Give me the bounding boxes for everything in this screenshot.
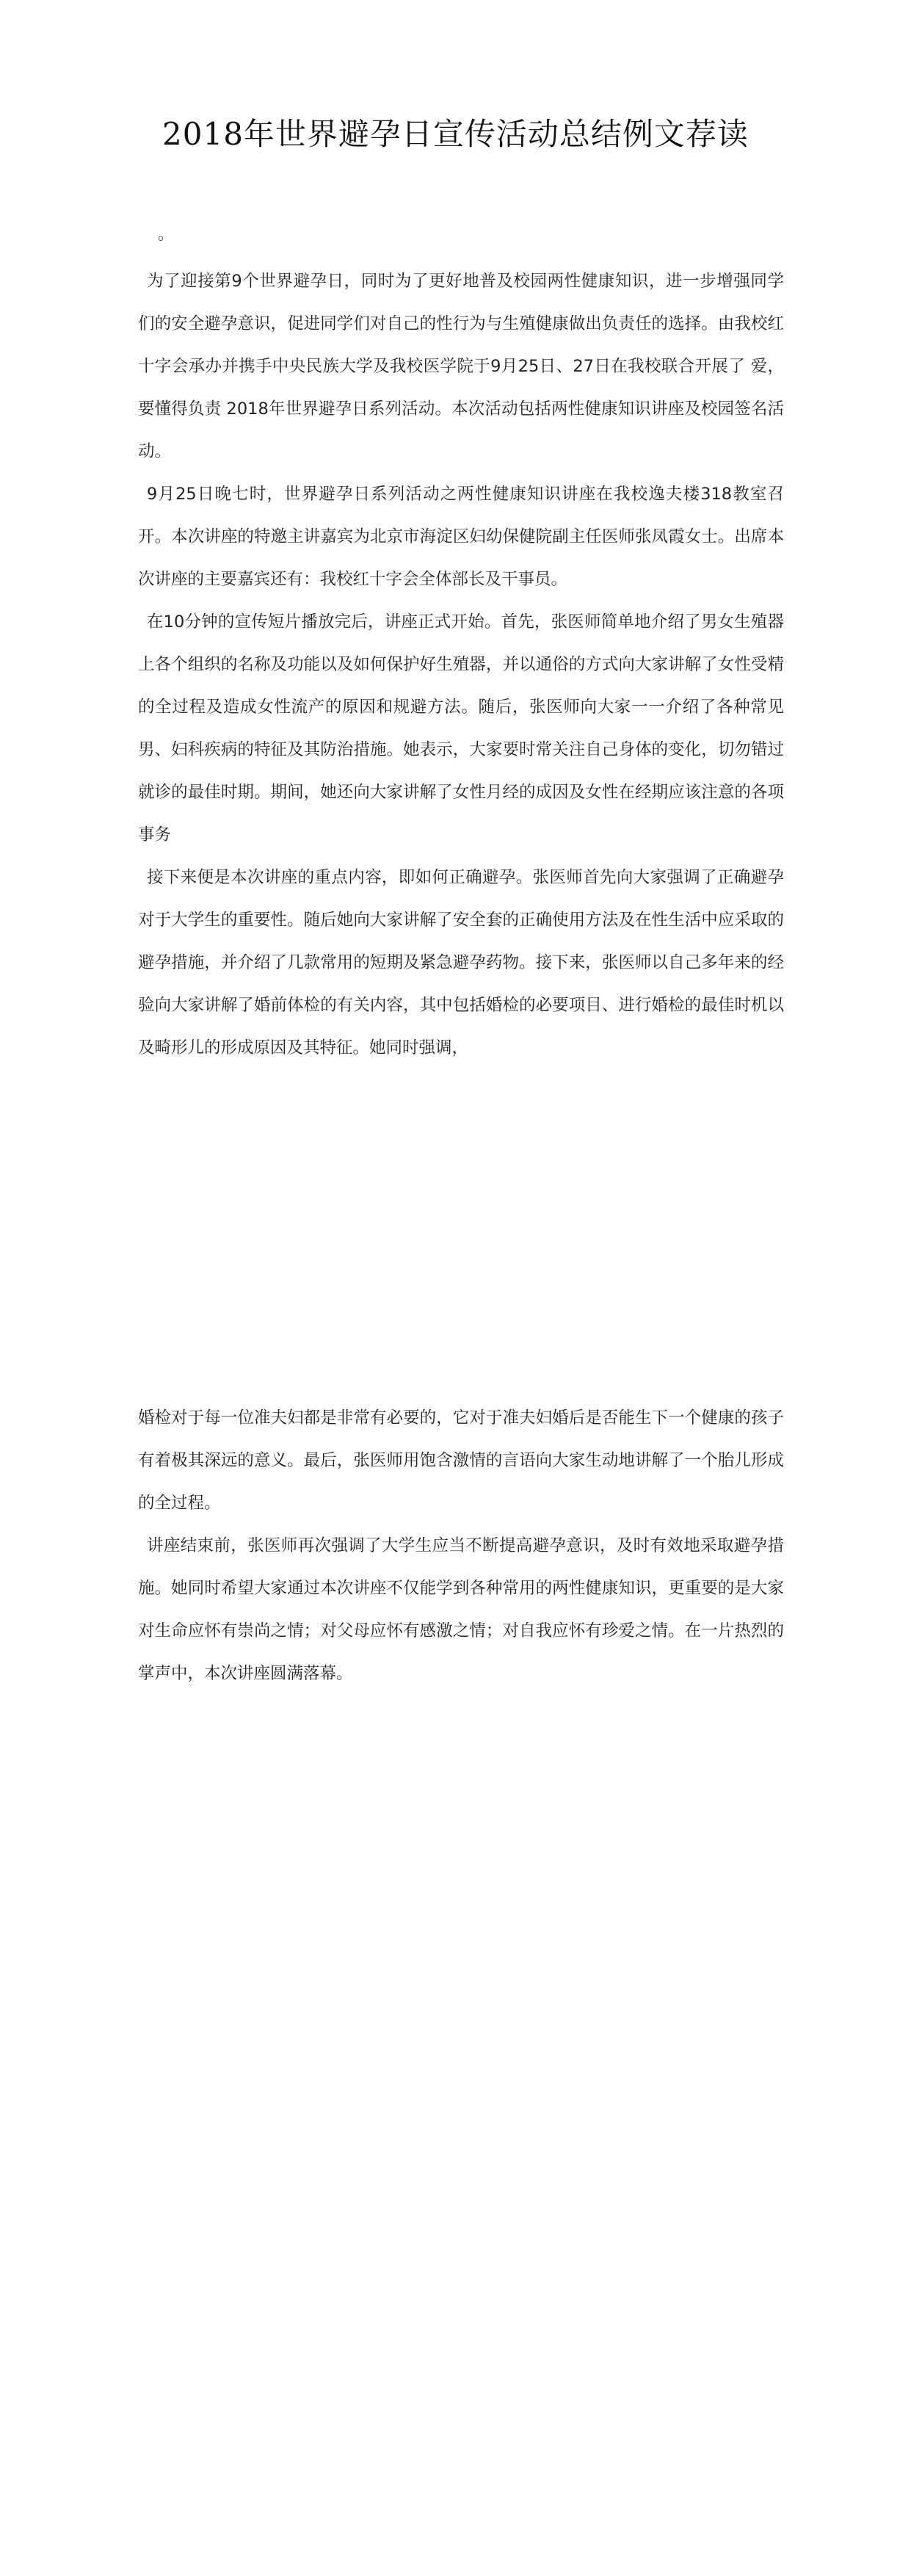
stray-mark: 。 (158, 225, 175, 244)
text-block-bottom (138, 1397, 784, 1695)
paragraph: 9月25日晚七时，世界避孕日系列活动之两性健康知识讲座在我校逸夫楼318教室召开。本次讲座的特邀主讲嘉宾为北京市海淀区妇幼保健院副主任医师张凤霞女士。出席本次讲座的主要嘉宾还有：我校红十字会全体部长及干事员。 (138, 485, 784, 589)
text-block-top (138, 260, 784, 1069)
paragraph: 在10分钟的宣传短片播放完后，讲座正式开始。首先，张医师简单地介绍了男女生殖器上各个组织的名称及功能以及如何保护好生殖器，并以通俗的方式向大家讲解了女性受精的全过程及造成女性流产的原因和规避方法。随后，张医师向大家一一介绍了各种常见男、妇科疾病的特征及其防治措施。她表示，大家要时常关注自己身体的变化，切勿错过就诊的最佳时期。期间，她还向大家讲解了女性月经的成因及女性在经期应该注意的各项事务 (138, 612, 784, 844)
document-title: 2018年世界避孕日宣传活动总结例文荐读 (162, 116, 749, 152)
paragraph: 讲座结束前，张医师再次强调了大学生应当不断提高避孕意识，及时有效地采取避孕措施。她同时希望大家通过本次讲座不仅能学到各种常用的两性健康知识，更重要的是大家对生命应怀有崇尚之情；对父母应怀有感激之情；对自我应怀有珍爱之情。在一片热烈的掌声中，本次讲座圆满落幕。 (138, 1536, 784, 1683)
paragraph: 婚检对于每一位准夫妇都是非常有必要的，它对于准夫妇婚后是否能生下一个健康的孩子有着极其深远的意义。最后，张医师用饱含激情的言语向大家生动地讲解了一个胎儿形成的全过程。 (138, 1408, 784, 1513)
paragraph: 接下来便是本次讲座的重点内容，即如何正确避孕。张医师首先向大家强调了正确避孕对于大学生的重要性。随后她向大家讲解了安全套的正确使用方法及在性生活中应采取的避孕措施，并介绍了几款常用的短期及紧急避孕药物。接下来，张医师以自己多年来的经验向大家讲解了婚前体检的有关内容，其中包括婚检的必要项目、进行婚检的最佳时机以及畸形儿的形成原因及其特征。她同时强调， (138, 868, 784, 1057)
paragraph: 为了迎接第9个世界避孕日，同时为了更好地普及校园两性健康知识，进一步增强同学们的安全避孕意识，促进同学们对自己的性行为与生殖健康做出负责任的选择。由我校红十字会承办并携手中央民族大学及我校医学院于9月25日、27日在我校联合开展了 爱，要懂得负责 2018年世界避孕日系列活动。本次活动包括两性健康知识讲座及校园签名活动。 (138, 272, 784, 461)
